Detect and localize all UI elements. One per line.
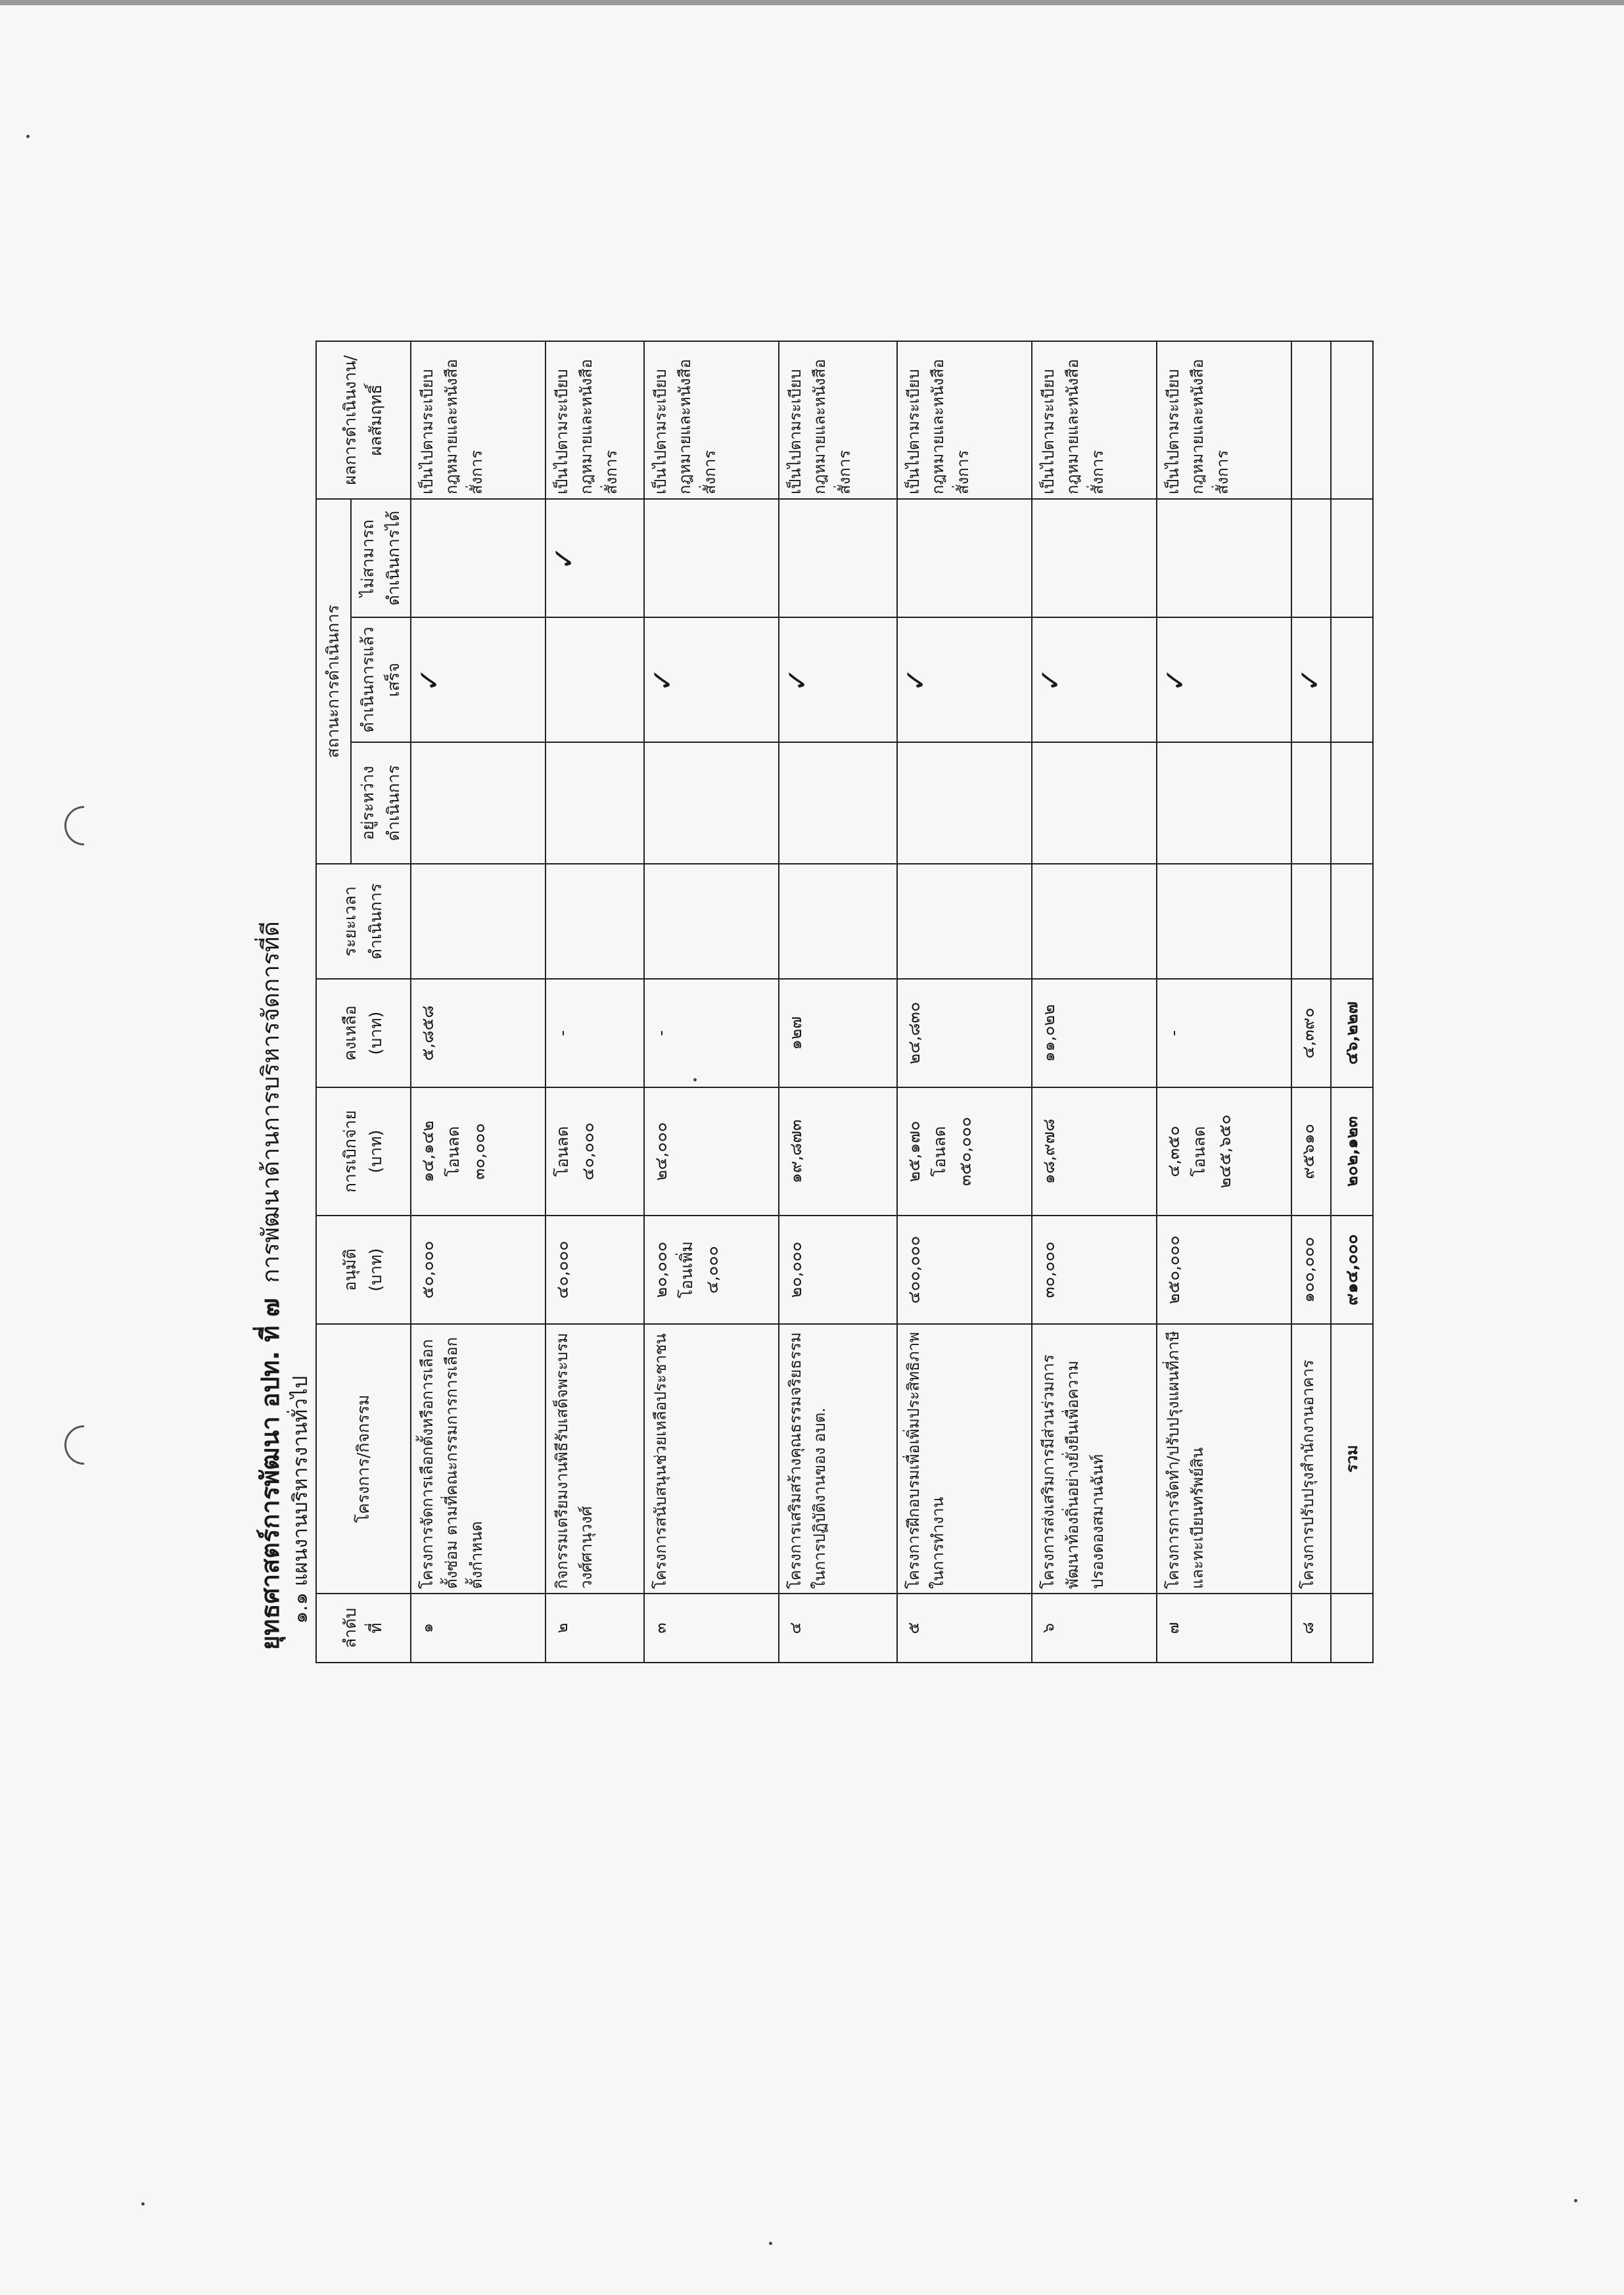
- header-remaining: คงเหลือ (บาท): [316, 979, 411, 1087]
- result-text: เป็นไปตามระเบียบกฎหมายและหนังสือสั่งการ: [545, 341, 644, 499]
- check-mark-icon: ✓: [1293, 667, 1328, 692]
- row-number: ๓: [644, 1594, 779, 1663]
- strategy-title: ยุทธศาสตร์การพัฒนา อปท. ที่ ๗: [256, 1298, 285, 1650]
- total-empty-cell: [1331, 742, 1373, 864]
- approved-amount: ๕๐,๐๐๐: [411, 1216, 545, 1324]
- result-text: [1291, 341, 1331, 499]
- remaining-amount: ๕,๘๕๘: [411, 979, 545, 1087]
- status-in-progress-cell: [411, 742, 545, 864]
- approved-amount: ๒๐,๐๐๐: [779, 1216, 897, 1324]
- row-number: ๖: [1032, 1594, 1157, 1663]
- row-number: ๕: [897, 1594, 1032, 1663]
- status-done-cell: [411, 617, 545, 742]
- scan-speck: [1574, 2199, 1577, 2202]
- approved-amount: ๒๐,๐๐๐ โอนเพิ่ม ๔,๐๐๐: [644, 1216, 779, 1324]
- total-empty-cell: [1331, 864, 1373, 979]
- status-in-progress-cell: [545, 742, 644, 864]
- total-approved: ๙๑๔,๐๐๐: [1331, 1216, 1373, 1324]
- project-name: โครงการปรับปรุงสำนักงานอาคาร: [1291, 1324, 1331, 1594]
- status-not-possible-cell: [545, 499, 644, 617]
- period-cell: [897, 864, 1032, 979]
- status-done-cell: [1157, 617, 1291, 742]
- status-not-possible-cell: [897, 499, 1032, 617]
- status-not-possible-cell: [1291, 499, 1331, 617]
- table-row: [1157, 341, 1291, 1663]
- project-name: โครงการการจัดทำ/ปรับปรุงแผนที่ภาษีและทะเบียนทรัพย์สิน: [1157, 1324, 1291, 1594]
- rotated-document: [237, 112, 1393, 2150]
- scan-speck: [141, 2202, 145, 2206]
- result-text: เป็นไปตามระเบียบกฎหมายและหนังสือสั่งการ: [779, 341, 897, 499]
- status-done-cell: [1291, 617, 1331, 742]
- project-name: โครงการจัดการเลือกตั้งหรือการเลือกตั้งซ่อม ตามที่คณะกรรมการการเลือกตั้งกำหนด: [411, 1324, 545, 1594]
- status-done-cell: [779, 617, 897, 742]
- status-in-progress-cell: [1157, 742, 1291, 864]
- spent-amount: ๑๙,๘๗๓: [779, 1087, 897, 1216]
- result-text: เป็นไปตามระเบียบกฎหมายและหนังสือสั่งการ: [644, 341, 779, 499]
- header-in-progress: อยู่ระหว่าง ดำเนินการ: [351, 742, 411, 864]
- spent-amount: ๑๘,๙๗๘: [1032, 1087, 1157, 1216]
- total-no-cell: [1331, 1594, 1373, 1663]
- period-cell: [644, 864, 779, 979]
- total-spent: ๒๐๒,๑๒๓: [1331, 1087, 1373, 1216]
- table-row: [779, 341, 897, 1663]
- header-period: ระยะเวลา ดำเนินการ: [316, 864, 411, 979]
- header-status: สถานะการดำเนินการ: [316, 499, 351, 864]
- remaining-amount: -: [545, 979, 644, 1087]
- header-approved: อนุมัติ (บาท): [316, 1216, 411, 1324]
- spent-amount: โอนลด ๔๐,๐๐๐: [545, 1087, 644, 1216]
- status-done-cell: [545, 617, 644, 742]
- header-done: ดำเนินการแล้ว เสร็จ: [351, 617, 411, 742]
- table-row: [545, 341, 644, 1663]
- total-empty-cell: [1331, 341, 1373, 499]
- header-not-possible: ไม่สามารถ ดำเนินการได้: [351, 499, 411, 617]
- plan-subtitle: ๑.๑ แผนงานบริหารงานทั่วไป: [289, 1375, 312, 1624]
- project-name: โครงการฝึกอบรมเพื่อเพิ่มประสิทธิภาพในการทำงาน: [897, 1324, 1032, 1594]
- check-mark-icon: ✓: [413, 667, 447, 692]
- remaining-amount: -: [644, 979, 779, 1087]
- remaining-amount: ๑๑,๐๒๒: [1032, 979, 1157, 1087]
- approved-amount: ๔๐,๐๐๐: [545, 1216, 644, 1324]
- project-name: กิจกรรมเตรียมงานพิธีรับเสด็จพระบรมวงศ์ศานุวงศ์: [545, 1324, 644, 1594]
- check-mark-icon: ✓: [646, 667, 680, 692]
- document-title: [250, 921, 290, 1650]
- approved-amount: ๔๐๐,๐๐๐: [897, 1216, 1032, 1324]
- strategy-area: การพัฒนาด้านการบริหารจัดการที่ดี: [258, 921, 285, 1283]
- approved-amount: ๒๕๐,๐๐๐: [1157, 1216, 1291, 1324]
- scan-speck: [26, 135, 30, 138]
- row-number: ๑: [411, 1594, 545, 1663]
- remaining-amount: ๑๒๗: [779, 979, 897, 1087]
- status-done-cell: [1032, 617, 1157, 742]
- table-row: [1291, 341, 1331, 1663]
- spent-amount: ๙๕๖๑๐: [1291, 1087, 1331, 1216]
- check-mark-icon: ✓: [899, 667, 933, 692]
- approved-amount: ๓๐,๐๐๐: [1032, 1216, 1157, 1324]
- status-in-progress-cell: [779, 742, 897, 864]
- result-text: เป็นไปตามระเบียบกฎหมายและหนังสือสั่งการ: [1157, 341, 1291, 499]
- total-remaining: ๔๖,๒๒๗: [1331, 979, 1373, 1087]
- total-row: [1331, 341, 1373, 1663]
- status-in-progress-cell: [897, 742, 1032, 864]
- period-cell: [411, 864, 545, 979]
- spent-amount: ๑๔,๑๔๒ โอนลด ๓๐,๐๐๐: [411, 1087, 545, 1216]
- status-not-possible-cell: [1032, 499, 1157, 617]
- remaining-amount: -: [1157, 979, 1291, 1087]
- spent-amount: ๒๔,๐๐๐: [644, 1087, 779, 1216]
- status-in-progress-cell: [1032, 742, 1157, 864]
- table-row: [897, 341, 1032, 1663]
- period-cell: [1157, 864, 1291, 979]
- row-number: ๒: [545, 1594, 644, 1663]
- check-mark-icon: ✓: [1159, 667, 1193, 692]
- approved-amount: ๑๐๐,๐๐๐: [1291, 1216, 1331, 1324]
- table-row: [411, 341, 545, 1663]
- status-not-possible-cell: [644, 499, 779, 617]
- row-number: ๗: [1157, 1594, 1291, 1663]
- table-row: [644, 341, 779, 1663]
- status-done-cell: [897, 617, 1032, 742]
- result-text: เป็นไปตามระเบียบกฎหมายและหนังสือสั่งการ: [897, 341, 1032, 499]
- check-mark-icon: ✓: [1034, 667, 1068, 692]
- row-number: ๘: [1291, 1594, 1331, 1663]
- status-done-cell: [644, 617, 779, 742]
- status-in-progress-cell: [1291, 742, 1331, 864]
- status-in-progress-cell: [644, 742, 779, 864]
- project-name: โครงการสนับสนุนช่วยเหลือประชาชน: [644, 1324, 779, 1594]
- total-empty-cell: [1331, 617, 1373, 742]
- status-not-possible-cell: [411, 499, 545, 617]
- project-name: โครงการส่งเสริมการมีส่วนร่วมการพัฒนาท้องถิ่นอย่างยั่งยืนเพื่อความปรองดองสมานฉันท์: [1032, 1324, 1157, 1594]
- punch-hole-icon: [57, 1417, 112, 1473]
- period-cell: [1291, 864, 1331, 979]
- remaining-amount: ๒๔,๘๓๐: [897, 979, 1032, 1087]
- project-status-table: [315, 341, 1374, 1663]
- result-text: เป็นไปตามระเบียบกฎหมายและหนังสือสั่งการ: [411, 341, 545, 499]
- punch-hole-icon: [57, 798, 112, 854]
- row-number: ๔: [779, 1594, 897, 1663]
- remaining-amount: ๔,๓๙๐: [1291, 979, 1331, 1087]
- status-not-possible-cell: [1157, 499, 1291, 617]
- table-body: [411, 341, 1331, 1663]
- status-not-possible-cell: [779, 499, 897, 617]
- result-text: เป็นไปตามระเบียบกฎหมายและหนังสือสั่งการ: [1032, 341, 1157, 499]
- period-cell: [779, 864, 897, 979]
- project-name: โครงการเสริมสร้างคุณธรรมจริยธรรม ในการปฏิบัติงานของ อบต.: [779, 1324, 897, 1594]
- header-project: โครงการ/กิจกรรม: [316, 1324, 411, 1594]
- check-mark-icon: ✓: [781, 667, 815, 692]
- header-result: ผลการดำเนินงาน/ผลสัมฤทธิ์: [316, 341, 411, 499]
- check-mark-icon: ✓: [547, 546, 582, 571]
- table-row: [1032, 341, 1157, 1663]
- header-spent: การเบิกจ่าย (บาท): [316, 1087, 411, 1216]
- spent-amount: ๔,๓๕๐ โอนลด ๒๔๕,๖๕๐: [1157, 1087, 1291, 1216]
- scan-speck: [769, 2242, 772, 2245]
- total-label: รวม: [1331, 1324, 1373, 1594]
- period-cell: [1032, 864, 1157, 979]
- scan-top-edge: [0, 0, 1624, 5]
- period-cell: [545, 864, 644, 979]
- spent-amount: ๒๕,๑๗๐ โอนลด ๓๕๐,๐๐๐: [897, 1087, 1032, 1216]
- total-empty-cell: [1331, 499, 1373, 617]
- header-no: ลำดับ ที่: [316, 1594, 411, 1663]
